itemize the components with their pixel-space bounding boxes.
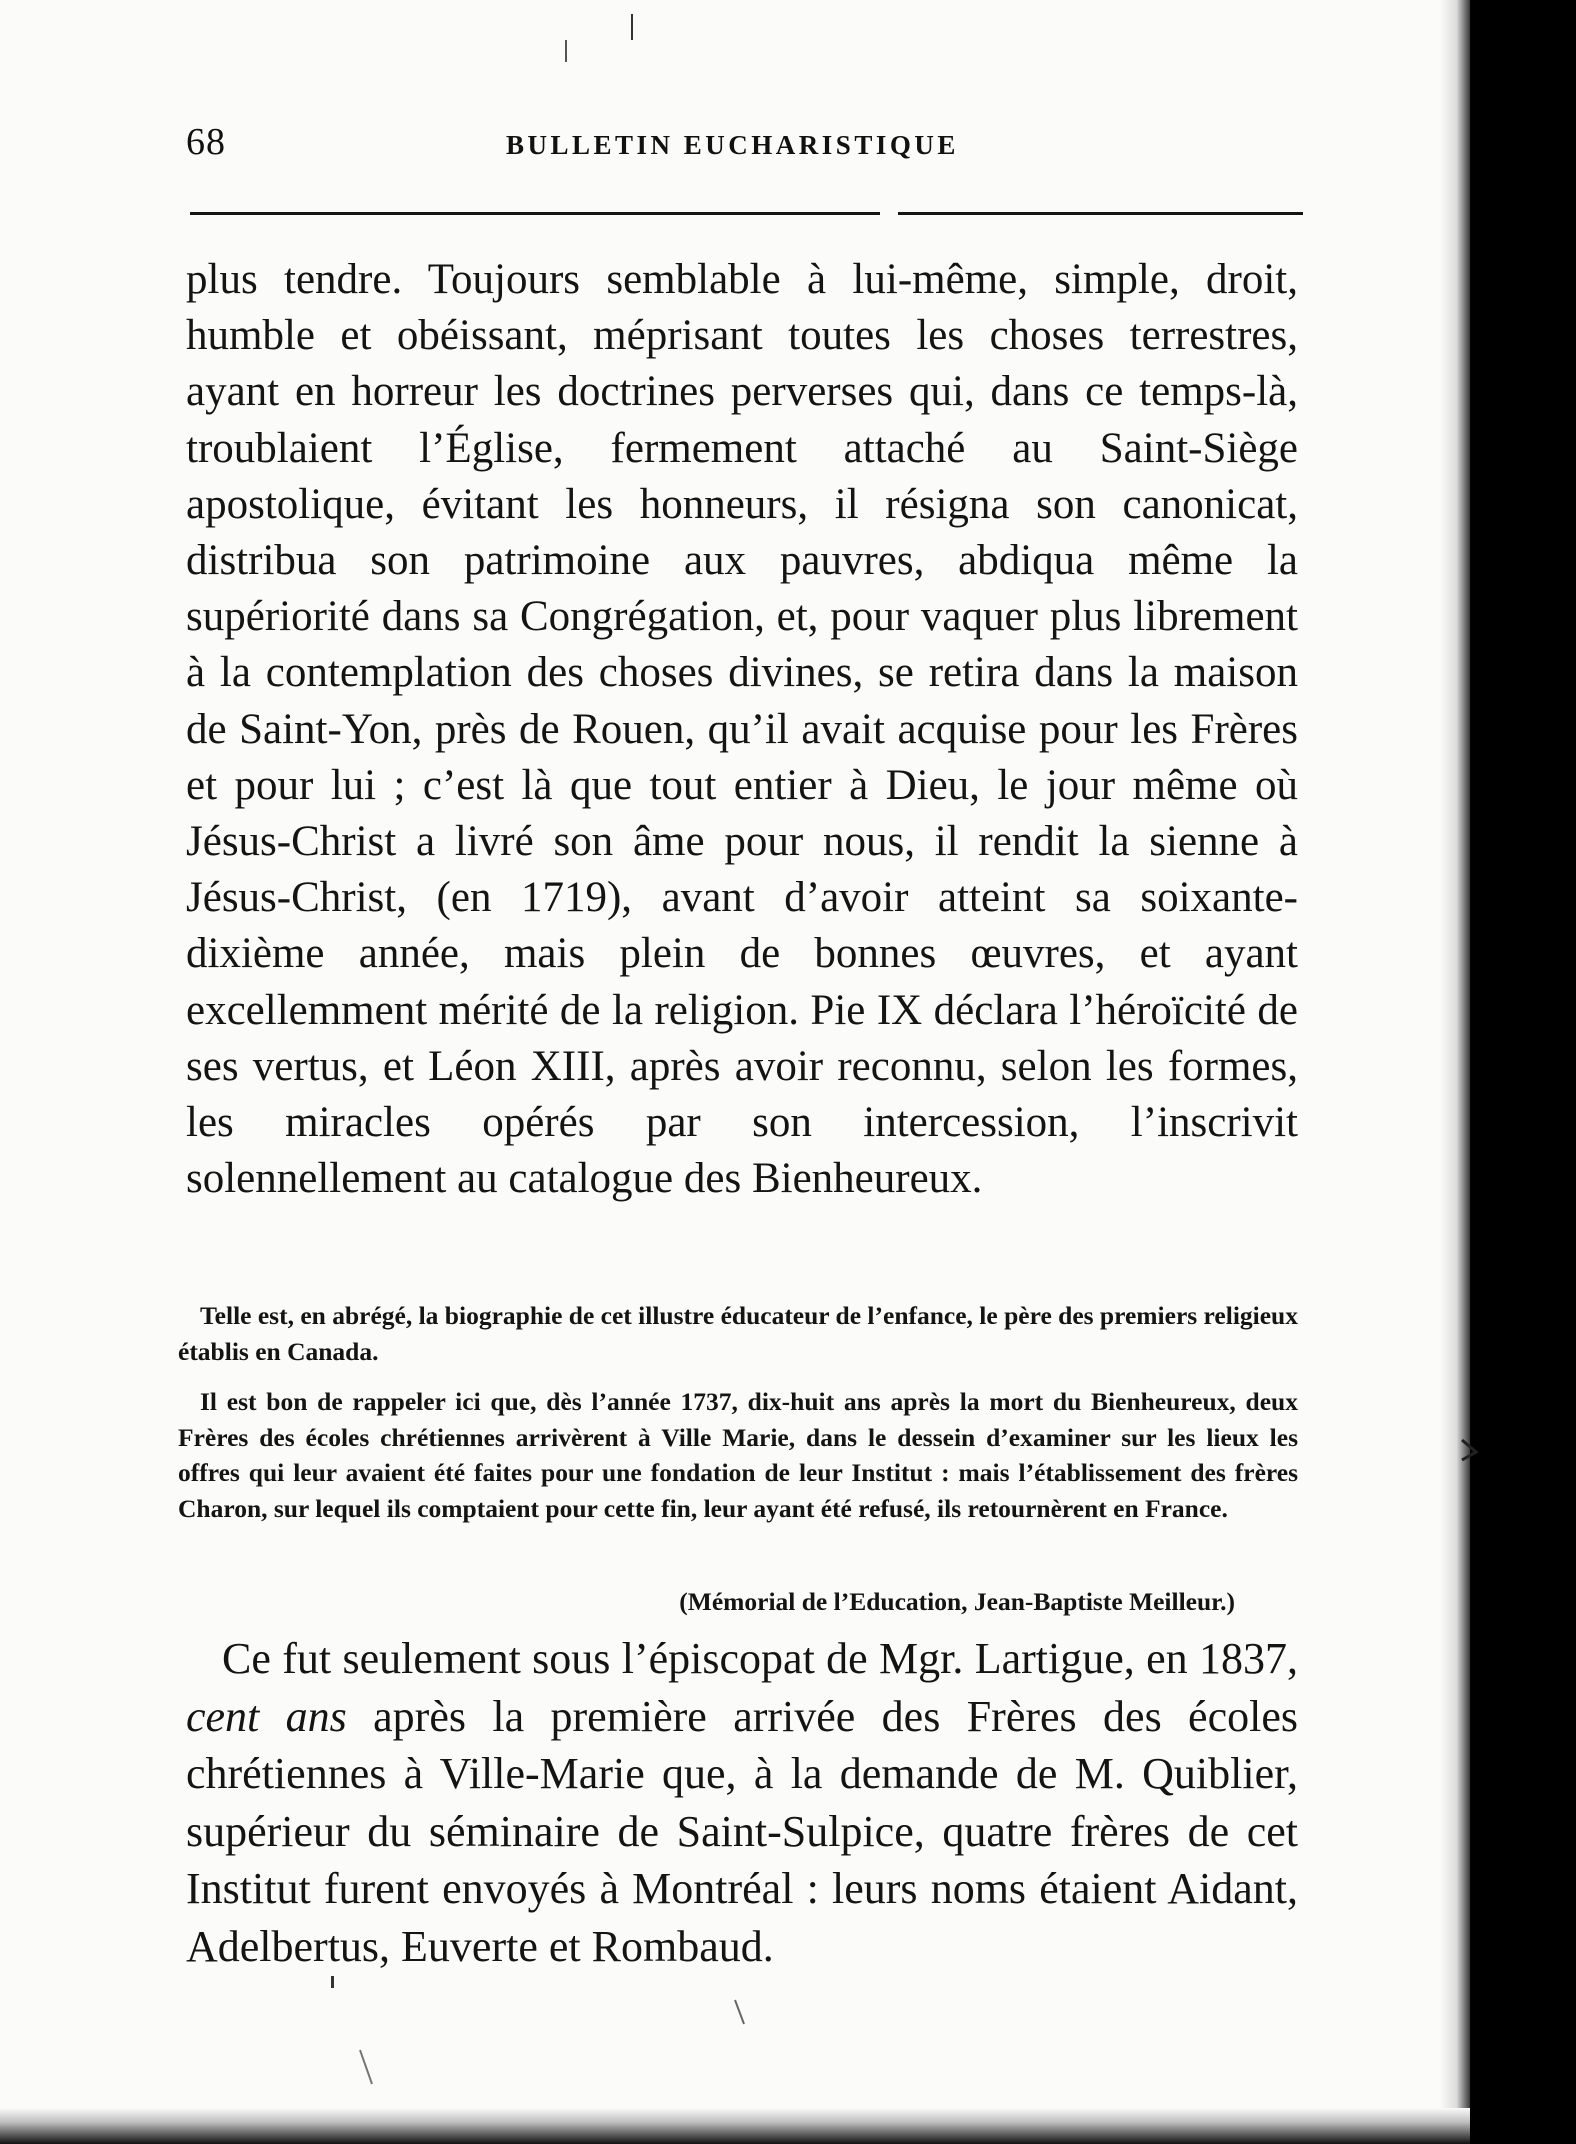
closing-paragraph: [186, 1630, 1298, 1975]
closing-text-italic: cent ans: [186, 1691, 347, 1741]
scan-border: [1470, 0, 1576, 2144]
page-number: 68: [186, 121, 226, 163]
footnote-paragraph-2: Il est bon de rappeler ici que, dès l’année 1737, dix-huit ans après la mort du Bienheureux, deux Frères des écoles chrétiennes arrivèrent à Ville Marie, dans le dessein d’examiner sur les lieux les offres qui leur avaient été faites pour une fondation de leur Institut : mais l’établissement des frères Charon, sur lequel ils comptaient pour cette fin, leur ayant été refusé, ils retournèrent en France.: [178, 1387, 1298, 1523]
page-header: [186, 120, 1306, 180]
page-bottom-edge: [0, 2108, 1470, 2144]
page-edge-shadow: [1440, 0, 1470, 2144]
citation: (Mémorial de l’Education, Jean-Baptiste Meilleur.): [679, 1587, 1235, 1616]
header-rule-left: [190, 212, 880, 215]
running-title: BULLETIN EUCHARISTIQUE: [506, 130, 959, 160]
main-paragraph: plus tendre. Toujours semblable à lui-même, simple, droit, humble et obéissant, méprisant toutes les choses terrestres, ayant en horreur les doctrines perverses qui, dans ce temps-là, troublaient l’Église, fermement attaché au Saint-Siège apostolique, évitant les honneurs, il résigna son canonicat, distribua son patrimoine aux pauvres, abdiqua même la supériorité dans sa Congrégation, et, pour vaquer plus librement à la contemplation des choses divines, se retira dans la maison de Saint-Yon, près de Rouen, qu’il avait acquise pour les Frères et pour lui ; c’est là que tout entier à Dieu, le jour même où Jésus-Christ a livré son âme pour nous, il rendit la sienne à Jésus-Christ, (en 1719), avant d’avoir atteint sa soixante-dixième année, mais plein de bonnes œuvres, et ayant excellemment mérité de la religion. Pie IX déclara l’héroïcité de ses vertus, et Léon XIII, après avoir reconnu, selon les formes, les miracles opérés par son intercession, l’inscrivit solennellement au catalogue des Bienheureux.: [186, 256, 1298, 1203]
footnote-paragraph-1: Telle est, en abrégé, la biographie de cet illustre éducateur de l’enfance, le père des premiers religieux établis en Canada.: [178, 1301, 1298, 1366]
closing-text-start: Ce fut seulement sous l’épiscopat de Mgr. Lartigue, en 1837,: [222, 1634, 1298, 1683]
header-rule-right: [898, 212, 1303, 215]
closing-text-end: après la première arrivée des Frères des écoles chrétiennes à Ville-Marie que, à la demande de M. Quiblier, supérieur du séminaire de Saint-Sulpice, quatre frères de cet Institut furent envoyés à Montréal : leurs noms étaient Aidant, Adelbertus, Euverte et Rombaud.: [186, 1691, 1298, 1971]
